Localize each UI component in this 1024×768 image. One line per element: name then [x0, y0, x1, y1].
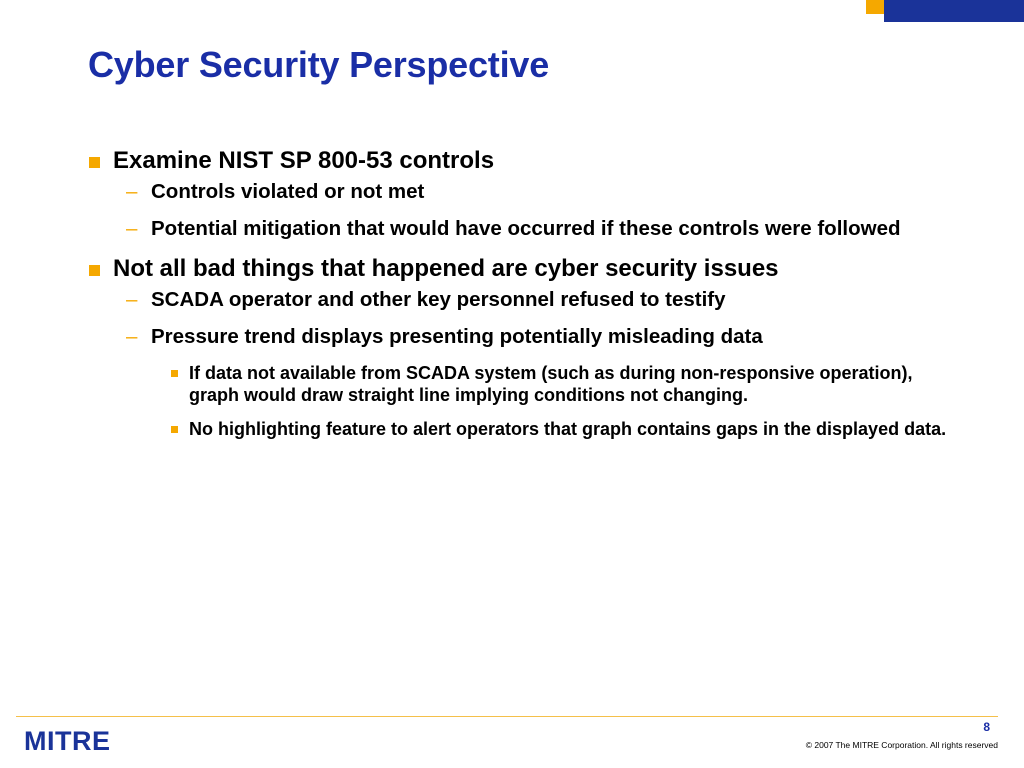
- sub-bullet-item: [88, 325, 948, 349]
- sub-bullet-item: [88, 180, 948, 204]
- small-orange-square-icon: [171, 370, 178, 377]
- corner-accent-orange: [866, 0, 884, 14]
- orange-square-icon: [89, 157, 100, 168]
- sub-sub-bullet-text: No highlighting feature to alert operators that graph contains gaps in the displayed data.: [189, 419, 947, 439]
- bullet-item: [88, 146, 948, 176]
- sub-sub-bullet-item: [88, 418, 948, 440]
- bullet-text: Examine NIST SP 800-53 controls: [113, 147, 495, 174]
- orange-dash-icon: –: [126, 288, 138, 311]
- corner-accent-blue: [884, 0, 1024, 22]
- sub-sub-bullet-text: If data not available from SCADA system (such as during non-responsive operation), graph would draw straight line implying conditions not changing.: [189, 363, 913, 405]
- slide-body: [88, 146, 948, 452]
- sub-bullet-text: SCADA operator and other key personnel refused to testify: [151, 288, 726, 311]
- orange-square-icon: [89, 265, 100, 276]
- footer-divider: [16, 716, 998, 717]
- sub-bullet-item: [88, 217, 948, 241]
- copyright-notice: © 2007 The MITRE Corporation. All rights reserved: [805, 740, 998, 750]
- orange-dash-icon: –: [126, 180, 138, 203]
- slide-title: Cyber Security Perspective: [88, 44, 550, 85]
- sub-bullet-text: Potential mitigation that would have occurred if these controls were followed: [151, 217, 901, 240]
- bullet-item: [88, 254, 948, 284]
- orange-dash-icon: –: [126, 325, 138, 348]
- sub-bullet-item: [88, 288, 948, 312]
- small-orange-square-icon: [171, 426, 178, 433]
- bullet-text: Not all bad things that happened are cyber security issues: [113, 255, 779, 282]
- orange-dash-icon: –: [126, 217, 138, 240]
- sub-sub-bullet-item: [88, 362, 948, 406]
- sub-bullet-text: Pressure trend displays presenting potentially misleading data: [151, 325, 763, 348]
- sub-bullet-text: Controls violated or not met: [151, 180, 425, 203]
- page-number: 8: [983, 720, 990, 734]
- mitre-logo: MITRE: [24, 726, 111, 756]
